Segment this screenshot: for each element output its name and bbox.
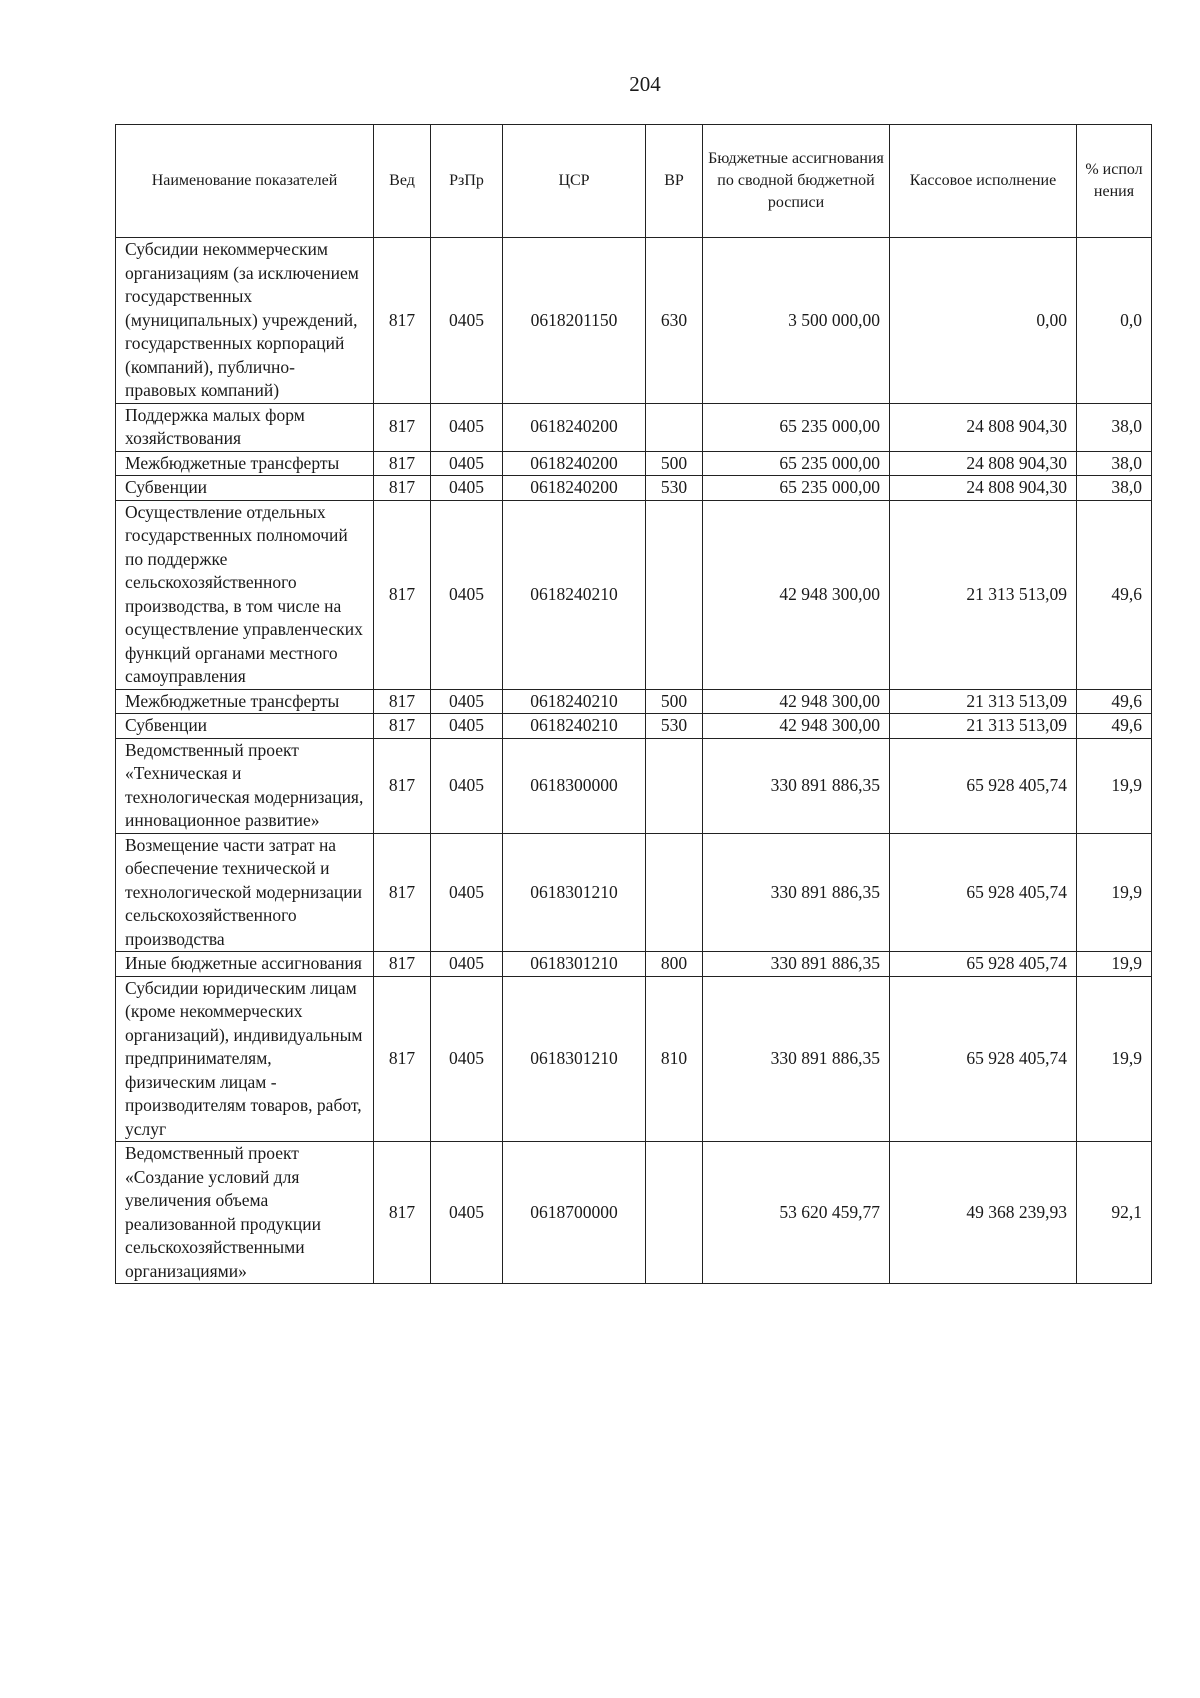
- row-budget: 330 891 886,35: [703, 738, 890, 833]
- row-name: Возмещение части затрат на обеспечение технической и технологической модернизации сельскохозяйственного производства: [116, 833, 374, 952]
- row-vr: 530: [646, 476, 703, 501]
- row-name: Субсидии некоммерческим организациям (за исключением государственных (муниципальных) учреждений, государственных корпораций (компаний), публично-правовых компаний): [116, 238, 374, 404]
- row-ved: 817: [374, 689, 431, 714]
- row-csr: 0618240200: [503, 403, 646, 451]
- table-row: [116, 689, 1152, 714]
- row-pct: 38,0: [1077, 476, 1152, 501]
- row-pct: 49,6: [1077, 689, 1152, 714]
- row-csr: 0618300000: [503, 738, 646, 833]
- row-name: Субсидии юридическим лицам (кроме некоммерческих организаций), индивидуальным предпринимателям, физическим лицам - производителям товаров, работ, услуг: [116, 976, 374, 1142]
- row-cash: 0,00: [890, 238, 1077, 404]
- table-row: [116, 1142, 1152, 1284]
- row-cash: 21 313 513,09: [890, 714, 1077, 739]
- row-vr: 800: [646, 952, 703, 977]
- row-rzpr: 0405: [431, 952, 503, 977]
- row-pct: 38,0: [1077, 403, 1152, 451]
- row-rzpr: 0405: [431, 976, 503, 1142]
- row-name: Ведомственный проект «Создание условий для увеличения объема реализованной продукции сельскохозяйственными организациями»: [116, 1142, 374, 1284]
- row-budget: 65 235 000,00: [703, 476, 890, 501]
- row-budget: 42 948 300,00: [703, 500, 890, 689]
- row-vr: [646, 403, 703, 451]
- table-row: [116, 976, 1152, 1142]
- table-row: [116, 451, 1152, 476]
- row-cash: 65 928 405,74: [890, 976, 1077, 1142]
- row-vr: 810: [646, 976, 703, 1142]
- row-ved: 817: [374, 403, 431, 451]
- row-vr: [646, 1142, 703, 1284]
- row-budget: 65 235 000,00: [703, 403, 890, 451]
- row-budget: 65 235 000,00: [703, 451, 890, 476]
- row-budget: 330 891 886,35: [703, 833, 890, 952]
- row-rzpr: 0405: [431, 451, 503, 476]
- row-vr: 500: [646, 689, 703, 714]
- row-rzpr: 0405: [431, 833, 503, 952]
- row-rzpr: 0405: [431, 738, 503, 833]
- row-vr: 630: [646, 238, 703, 404]
- row-cash: 24 808 904,30: [890, 403, 1077, 451]
- row-rzpr: 0405: [431, 1142, 503, 1284]
- row-pct: 19,9: [1077, 738, 1152, 833]
- table-row: [116, 738, 1152, 833]
- row-pct: 19,9: [1077, 976, 1152, 1142]
- row-pct: 49,6: [1077, 714, 1152, 739]
- row-pct: 19,9: [1077, 952, 1152, 977]
- row-vr: [646, 738, 703, 833]
- row-ved: 817: [374, 738, 431, 833]
- row-cash: 49 368 239,93: [890, 1142, 1077, 1284]
- row-ved: 817: [374, 1142, 431, 1284]
- row-csr: 0618700000: [503, 1142, 646, 1284]
- table-row: [116, 238, 1152, 404]
- row-ved: 817: [374, 500, 431, 689]
- row-csr: 0618240200: [503, 476, 646, 501]
- table-row: [116, 500, 1152, 689]
- header-pct: % испол нения: [1077, 125, 1152, 238]
- table-header-row: [116, 125, 1152, 238]
- row-name: Межбюджетные трансферты: [116, 451, 374, 476]
- row-rzpr: 0405: [431, 500, 503, 689]
- header-vr: ВР: [646, 125, 703, 238]
- page-number: 204: [629, 72, 661, 96]
- row-cash: 21 313 513,09: [890, 500, 1077, 689]
- row-name: Субвенции: [116, 714, 374, 739]
- budget-execution-table: [115, 124, 1152, 1284]
- row-rzpr: 0405: [431, 476, 503, 501]
- row-csr: 0618301210: [503, 952, 646, 977]
- row-name: Субвенции: [116, 476, 374, 501]
- row-cash: 65 928 405,74: [890, 833, 1077, 952]
- table-row: [116, 833, 1152, 952]
- row-ved: 817: [374, 451, 431, 476]
- row-pct: 19,9: [1077, 833, 1152, 952]
- row-pct: 0,0: [1077, 238, 1152, 404]
- row-cash: 24 808 904,30: [890, 476, 1077, 501]
- row-pct: 49,6: [1077, 500, 1152, 689]
- row-name: Поддержка малых форм хозяйствования: [116, 403, 374, 451]
- row-ved: 817: [374, 833, 431, 952]
- row-ved: 817: [374, 714, 431, 739]
- row-vr: 530: [646, 714, 703, 739]
- row-budget: 42 948 300,00: [703, 714, 890, 739]
- header-cash: Кассовое исполнение: [890, 125, 1077, 238]
- row-budget: 3 500 000,00: [703, 238, 890, 404]
- row-ved: 817: [374, 952, 431, 977]
- row-name: Межбюджетные трансферты: [116, 689, 374, 714]
- row-budget: 42 948 300,00: [703, 689, 890, 714]
- header-budget: Бюджетные ассигнования по сводной бюджетной росписи: [703, 125, 890, 238]
- row-rzpr: 0405: [431, 689, 503, 714]
- row-rzpr: 0405: [431, 714, 503, 739]
- row-budget: 53 620 459,77: [703, 1142, 890, 1284]
- row-vr: 500: [646, 451, 703, 476]
- row-vr: [646, 500, 703, 689]
- header-ved: Вед: [374, 125, 431, 238]
- row-csr: 0618301210: [503, 976, 646, 1142]
- row-csr: 0618301210: [503, 833, 646, 952]
- header-name: Наименование показателей: [116, 125, 374, 238]
- row-csr: 0618201150: [503, 238, 646, 404]
- table-row: [116, 952, 1152, 977]
- row-csr: 0618240210: [503, 689, 646, 714]
- row-cash: 65 928 405,74: [890, 952, 1077, 977]
- row-cash: 24 808 904,30: [890, 451, 1077, 476]
- row-cash: 21 313 513,09: [890, 689, 1077, 714]
- row-budget: 330 891 886,35: [703, 952, 890, 977]
- header-csr: ЦСР: [503, 125, 646, 238]
- row-vr: [646, 833, 703, 952]
- row-cash: 65 928 405,74: [890, 738, 1077, 833]
- row-ved: 817: [374, 238, 431, 404]
- row-budget: 330 891 886,35: [703, 976, 890, 1142]
- row-rzpr: 0405: [431, 238, 503, 404]
- row-csr: 0618240210: [503, 714, 646, 739]
- row-rzpr: 0405: [431, 403, 503, 451]
- row-ved: 817: [374, 976, 431, 1142]
- row-csr: 0618240200: [503, 451, 646, 476]
- table-row: [116, 714, 1152, 739]
- table-row: [116, 476, 1152, 501]
- row-csr: 0618240210: [503, 500, 646, 689]
- header-rzpr: РзПр: [431, 125, 503, 238]
- table-row: [116, 403, 1152, 451]
- row-pct: 38,0: [1077, 451, 1152, 476]
- row-name: Осуществление отдельных государственных полномочий по поддержке сельскохозяйственного производства, в том числе на осуществление управленческих функций органами местного самоуправления: [116, 500, 374, 689]
- row-name: Ведомственный проект «Техническая и технологическая модернизация, инновационное развитие»: [116, 738, 374, 833]
- row-ved: 817: [374, 476, 431, 501]
- row-name: Иные бюджетные ассигнования: [116, 952, 374, 977]
- row-pct: 92,1: [1077, 1142, 1152, 1284]
